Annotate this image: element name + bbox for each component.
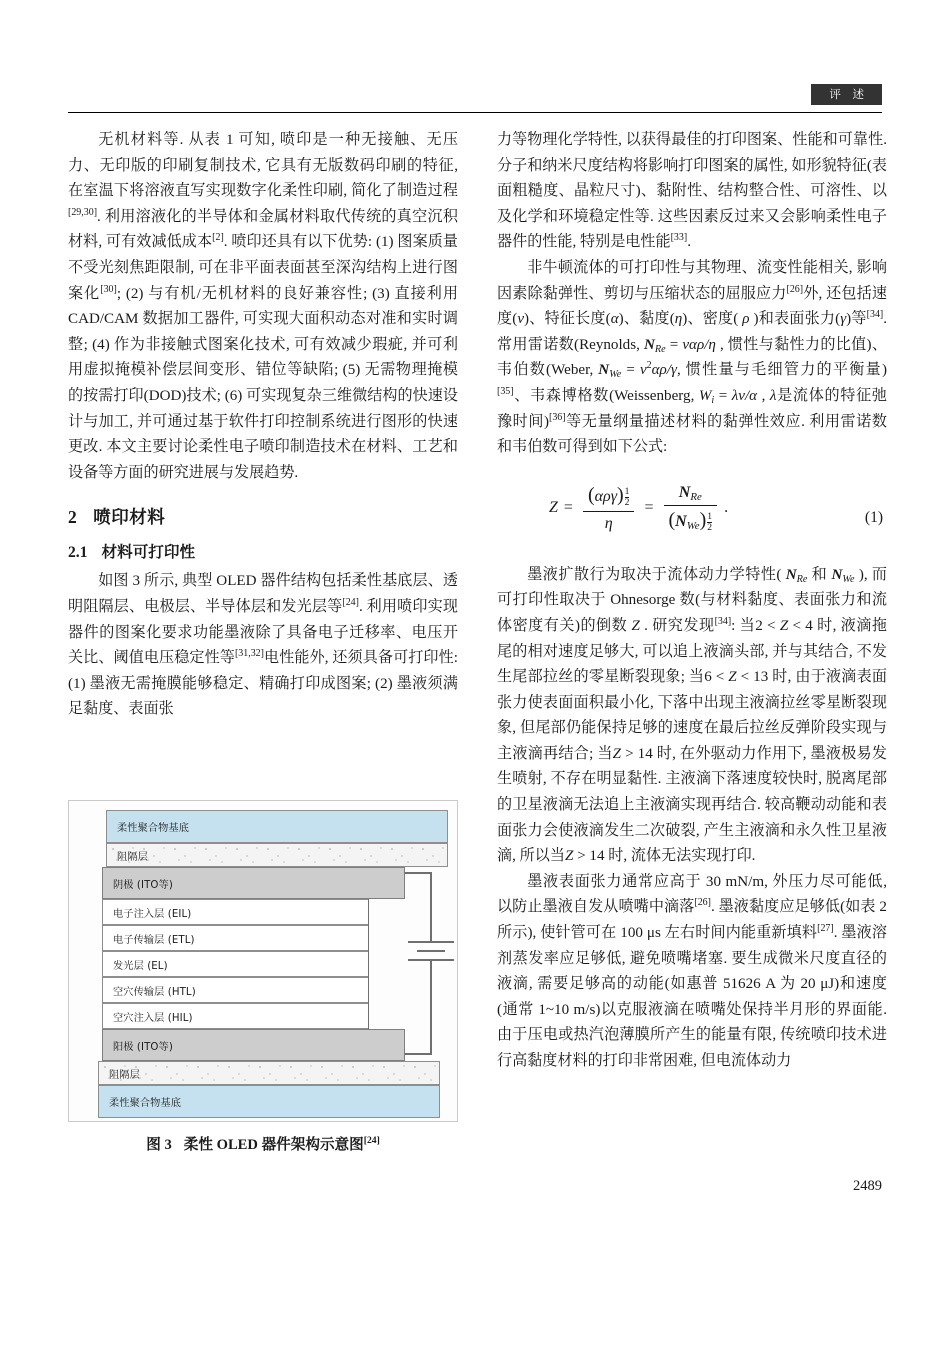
symbol-weber-number: $N_{We}$ [831,566,855,585]
exponent-top: 1 [624,486,630,498]
para-text: )、黏度( [618,311,675,328]
para-text: )、密度( [682,311,743,328]
para-text: 是流体的特征弛豫时间) [497,387,887,430]
para-text: 、韦森博格数(Weissenberg, [513,387,699,404]
expression-reynolds: ναρ/η [682,336,716,353]
equation-equals-1: = [563,499,573,517]
symbol-N: N [598,362,610,379]
layer-barrier-bottom: 阻隔层 [98,1061,440,1085]
citation-ref: [26] [694,897,711,909]
circuit-wire-anode-horizontal [405,1053,432,1055]
variable-Z: Z [612,745,622,762]
symbol-weissenberg-number [699,388,714,404]
right-column [497,128,887,1075]
subsection-heading-2-1 [68,543,458,563]
circuit-wire-stack-edge [368,899,369,1030]
para-text: , [757,387,770,404]
para-text: . 利用溶液化的半导体和金属材料取代传统的真空沉积材料, 可有效减低成本 [68,208,458,251]
variable-velocity: ν [517,311,525,328]
left-column [68,128,458,723]
para-text: . 喷印还具有以下优势: (1) 图案质量不受光刻焦距限制, 可在非平面表面甚至深沟结构上进行图案化 [68,234,458,302]
citation-ref: [24] [342,596,359,608]
subsection-title: 材料可打印性 [101,544,196,562]
symbol-N: N [643,336,655,353]
equation-1 [497,475,887,551]
para-text: . 常用雷诺数(Reynolds, [497,311,888,353]
citation-ref: [34] [866,309,884,321]
para-text: > 14 时, 流体无法实现打印. [573,848,756,865]
expression-weber-base: ν [639,362,647,379]
equation-lhs: Z [549,499,558,517]
para-text: 墨液表面张力通常应高于 30 mN/m, 外压力尽可能低, 以防止墨液自发从喷嘴中滴落 [497,873,887,916]
section-number: 2 [68,507,78,528]
equation-1-body [549,483,728,534]
variable-Z: Z [631,617,640,634]
battery-plate-long-top [408,941,454,943]
fraction-numerator: (αργ) $\frac{1}{2}$ [587,483,630,509]
numerator-exponent [625,487,630,508]
equation-trailing-period: . [724,499,729,517]
layer-hole-transport: 空穴传输层 (HTL) [102,977,369,1003]
circuit-wire-right-upper-vertical [430,872,432,941]
para-text: . 墨液黏度应足够低(如表 2 所示), 使针管可在 100 μs 左右时间内能重新填料 [497,899,887,942]
para-text: = [621,362,640,379]
para-text: 力等物理化学特性, 以获得最佳的打印图案、性能和可靠性. 分子和纳米尺度结构将影响打印图案的属性, 如形貌特征(表面粗糙度、晶粒尺寸)、黏附性、结构整合性、可溶性、以及化学和环境稳定性等. 这些因素反过来又会影响柔性电子器件的性能, 特别是电性能 [497,132,887,251]
symbol-reynolds-number: $N_{Re}$ [785,566,808,585]
expression-weissenberg: λν/α [731,387,758,404]
citation-ref: [34] [714,615,732,627]
battery-plate-short-middle [417,950,445,952]
variable-length: α [610,311,619,328]
symbol-W: W [698,387,712,404]
citation-ref: [30] [100,283,117,295]
citation-ref: [2] [212,232,224,244]
equation-fraction-right [664,483,718,534]
exponent-bottom: 2 [624,497,630,509]
para-text: )等 [846,311,867,328]
layer-flexible-substrate-bottom: 柔性聚合物基底 [98,1085,440,1118]
para-text: . 研究发现 [639,617,715,634]
para-text: = [665,336,683,353]
symbol-reynolds-number [644,337,666,353]
section-heading-2 [68,506,458,529]
rhs-denominator-exponent: $\frac{1}{2}$ [707,511,713,534]
layer-hole-injection: 空穴注入层 (HIL) [102,1003,369,1029]
variable-lambda: λ [769,387,777,404]
para-text: )和表面张力( [749,311,841,328]
subsection-number: 2.1 [68,544,88,562]
para-text: ; (2) 与有机/无机材料的良好兼容性; (3) 直接利用 CAD/CAM 数据加工器件, 可实现大面积动态对准和实时调整; (4) 作为非接触式图案化技术, 可有效减少瑕疵, 并可利用虚拟掩模补偿层间变形、错位等缺陷; (5) 无需物理掩模的按需打印(DOD)技术; (6) 可实现复杂三维微结构的快速设计与加工, 并可通过基于软件打印控制系统进行图形的快速更改. 本文主要讨论柔性电子喷印制造技术在材料、工艺和设备等方面的研究进展与发展趋势. [68,285,458,481]
oled-structure-diagram [68,800,458,1122]
layer-electron-injection: 电子注入层 (EIL) [102,899,369,925]
paragraph-surface-tension [497,870,887,1075]
variable-Z: Z [779,617,789,634]
rhs-denominator: $(N_{We})$ $\frac{1}{2}$ [668,508,713,534]
paragraph-physchem [497,128,887,256]
figure-caption-text: 柔性 OLED 器件架构示意图 [183,1137,364,1153]
fraction-denominator: η [604,514,613,532]
section-type-badge: 评 述 [811,84,882,105]
numerator-vars: αργ [594,487,617,505]
variable-viscosity: η [674,311,683,328]
para-text: 无机材料等. 从表 1 可知, 喷印是一种无接触、无压力、无印版的印刷复制技术, 它具有无版数码印刷的特征, 在室温下将溶液直写实现数字化柔性印刷, 简化了制造过程 [68,132,458,200]
expression-weber-rest: αρ/γ [651,362,677,379]
equation-fraction-left [583,483,635,534]
circuit-wire-cathode-horizontal [405,872,432,874]
para-text: 墨液扩散行为取决于流体动力学特性( [527,566,786,583]
header-divider [68,112,882,113]
rhs-numerator: $N_{Re}$ [678,483,702,503]
citation-ref: [33] [670,232,688,244]
citation-ref: [29,30] [68,206,98,218]
variable-Z: Z [564,848,574,865]
equation-number: (1) [864,508,883,526]
para-text: . [687,234,691,251]
citation-ref: [36] [549,411,566,423]
para-text: 等无量纲量描述材料的黏弹性效应. 利用雷诺数和韦伯数可得到如下公式: [497,413,887,456]
para-text: 电性能外, 还须具备可打印性: (1) 墨液无需掩膜能够稳定、精确打印成图案; (2) 墨液须满足黏度、表面张 [68,650,458,718]
citation-ref: [31,32] [234,648,264,660]
layer-electron-transport: 电子传输层 (ETL) [102,925,369,951]
expression-weber [640,362,677,378]
page-number: 2489 [853,1178,882,1194]
paragraph-nonnewtonian [497,256,887,461]
figure-caption-ref: [24] [363,1135,380,1147]
para-text: . 墨液溶剂蒸发率应足够低, 避免喷嘴堵塞. 要生成微米尺度直径的液滴, 需要足够高的动能(如惠普 51626 A 为 20 μJ)和速度(通常 1~10 m/s)以克服液滴在喷嘴处保持半月形的界面能. 由于压电或热汽泡薄膜所产生的能量有限, 传统喷印技术进行高黏度材料的打印非常困难, 但电流体动力 [497,925,887,1069]
circuit-wire-right-lower-vertical [430,959,432,1054]
para-text: 如图 3 所示, 典型 OLED 器件结构包括柔性基底层、透明阻隔层、电极层、半导体层和发光层等 [68,573,458,615]
layer-barrier-top: 阻隔层 [106,843,448,867]
paragraph-printability [68,569,458,723]
para-text: , 惯性与黏性力的比值)、韦伯数(Weber, [497,336,887,379]
variable-density: ρ [742,311,750,328]
symbol-N-subscript: We [609,369,622,381]
para-text: 和 [807,566,832,583]
symbol-W-subscript: i [711,394,715,406]
symbol-N-subscript: Re [654,343,666,355]
para-text: < 4 时, 液滴拖尾的相对速度足够大, 可以追上液滴头部, 并与其结合, 不发生尾部拉丝的零星断裂现象; 当6 < [497,617,887,686]
layer-cathode: 阴极 (ITO等) [102,867,405,899]
para-text: ), 而可打印性取决于 Ohnesorge 数(与材料黏度、表面张力和流体密度有关)的倒数 [497,566,887,634]
citation-ref: [26] [786,283,804,295]
para-text: 外, 还包括速度( [497,285,887,328]
para-text: . 利用喷印实现器件的图案化要求功能墨液除了具备电子迁移率、电压开关比、阈值电压稳定性等 [68,598,458,667]
layer-flexible-substrate-top: 柔性聚合物基底 [106,810,448,843]
citation-ref: [27] [817,923,834,934]
figure-3 [68,800,458,1155]
paragraph-ohnesorge [497,563,887,870]
figure-caption [68,1136,458,1155]
para-text: )、特征长度( [524,311,611,328]
para-text: 非牛顿流体的可打印性与其物理、流变性能相关, 影响因素除黏弹性、剪切与压缩状态的屈服应力 [497,259,887,302]
symbol-weber-number [598,362,622,381]
layer-anode: 阳极 (ITO等) [102,1029,405,1061]
figure-caption-number: 图 3 [146,1137,172,1153]
para-text: > 14 时, 在外驱动力作用下, 墨液极易发生喷射, 不存在明显黏性. 主液滴下落速度较快时, 脱离尾部的卫星液滴无法追上主液滴实现再结合. 较高鞭动动能和表面张力会使液滴发生二次破裂, 产生主液滴和永久性卫星液滴, 所以当 [497,745,887,865]
variable-Z: Z [728,669,737,686]
variable-surface-tension: γ [840,311,847,328]
paragraph-intro [68,128,458,486]
para-text: , 惯性量与毛细管力的平衡量) [676,362,887,379]
section-title: 喷印材料 [93,507,166,528]
layer-emissive: 发光层 (EL) [102,951,369,977]
para-text: : 当2 < [731,617,780,634]
citation-ref: [35] [497,385,514,397]
page-header [68,84,882,114]
expression-weber-exponent: 2 [646,360,652,372]
para-text: < 13 时, 由于液滴表面张力使表面面积最小化, 下落中出现主液滴拉丝零星断裂现象, 但尾部仍能保持足够的速度在最后拉丝反弹阶段实现与主液滴再结合; 当 [497,669,887,762]
equation-equals-2: = [644,499,654,517]
para-text: = [714,387,732,404]
